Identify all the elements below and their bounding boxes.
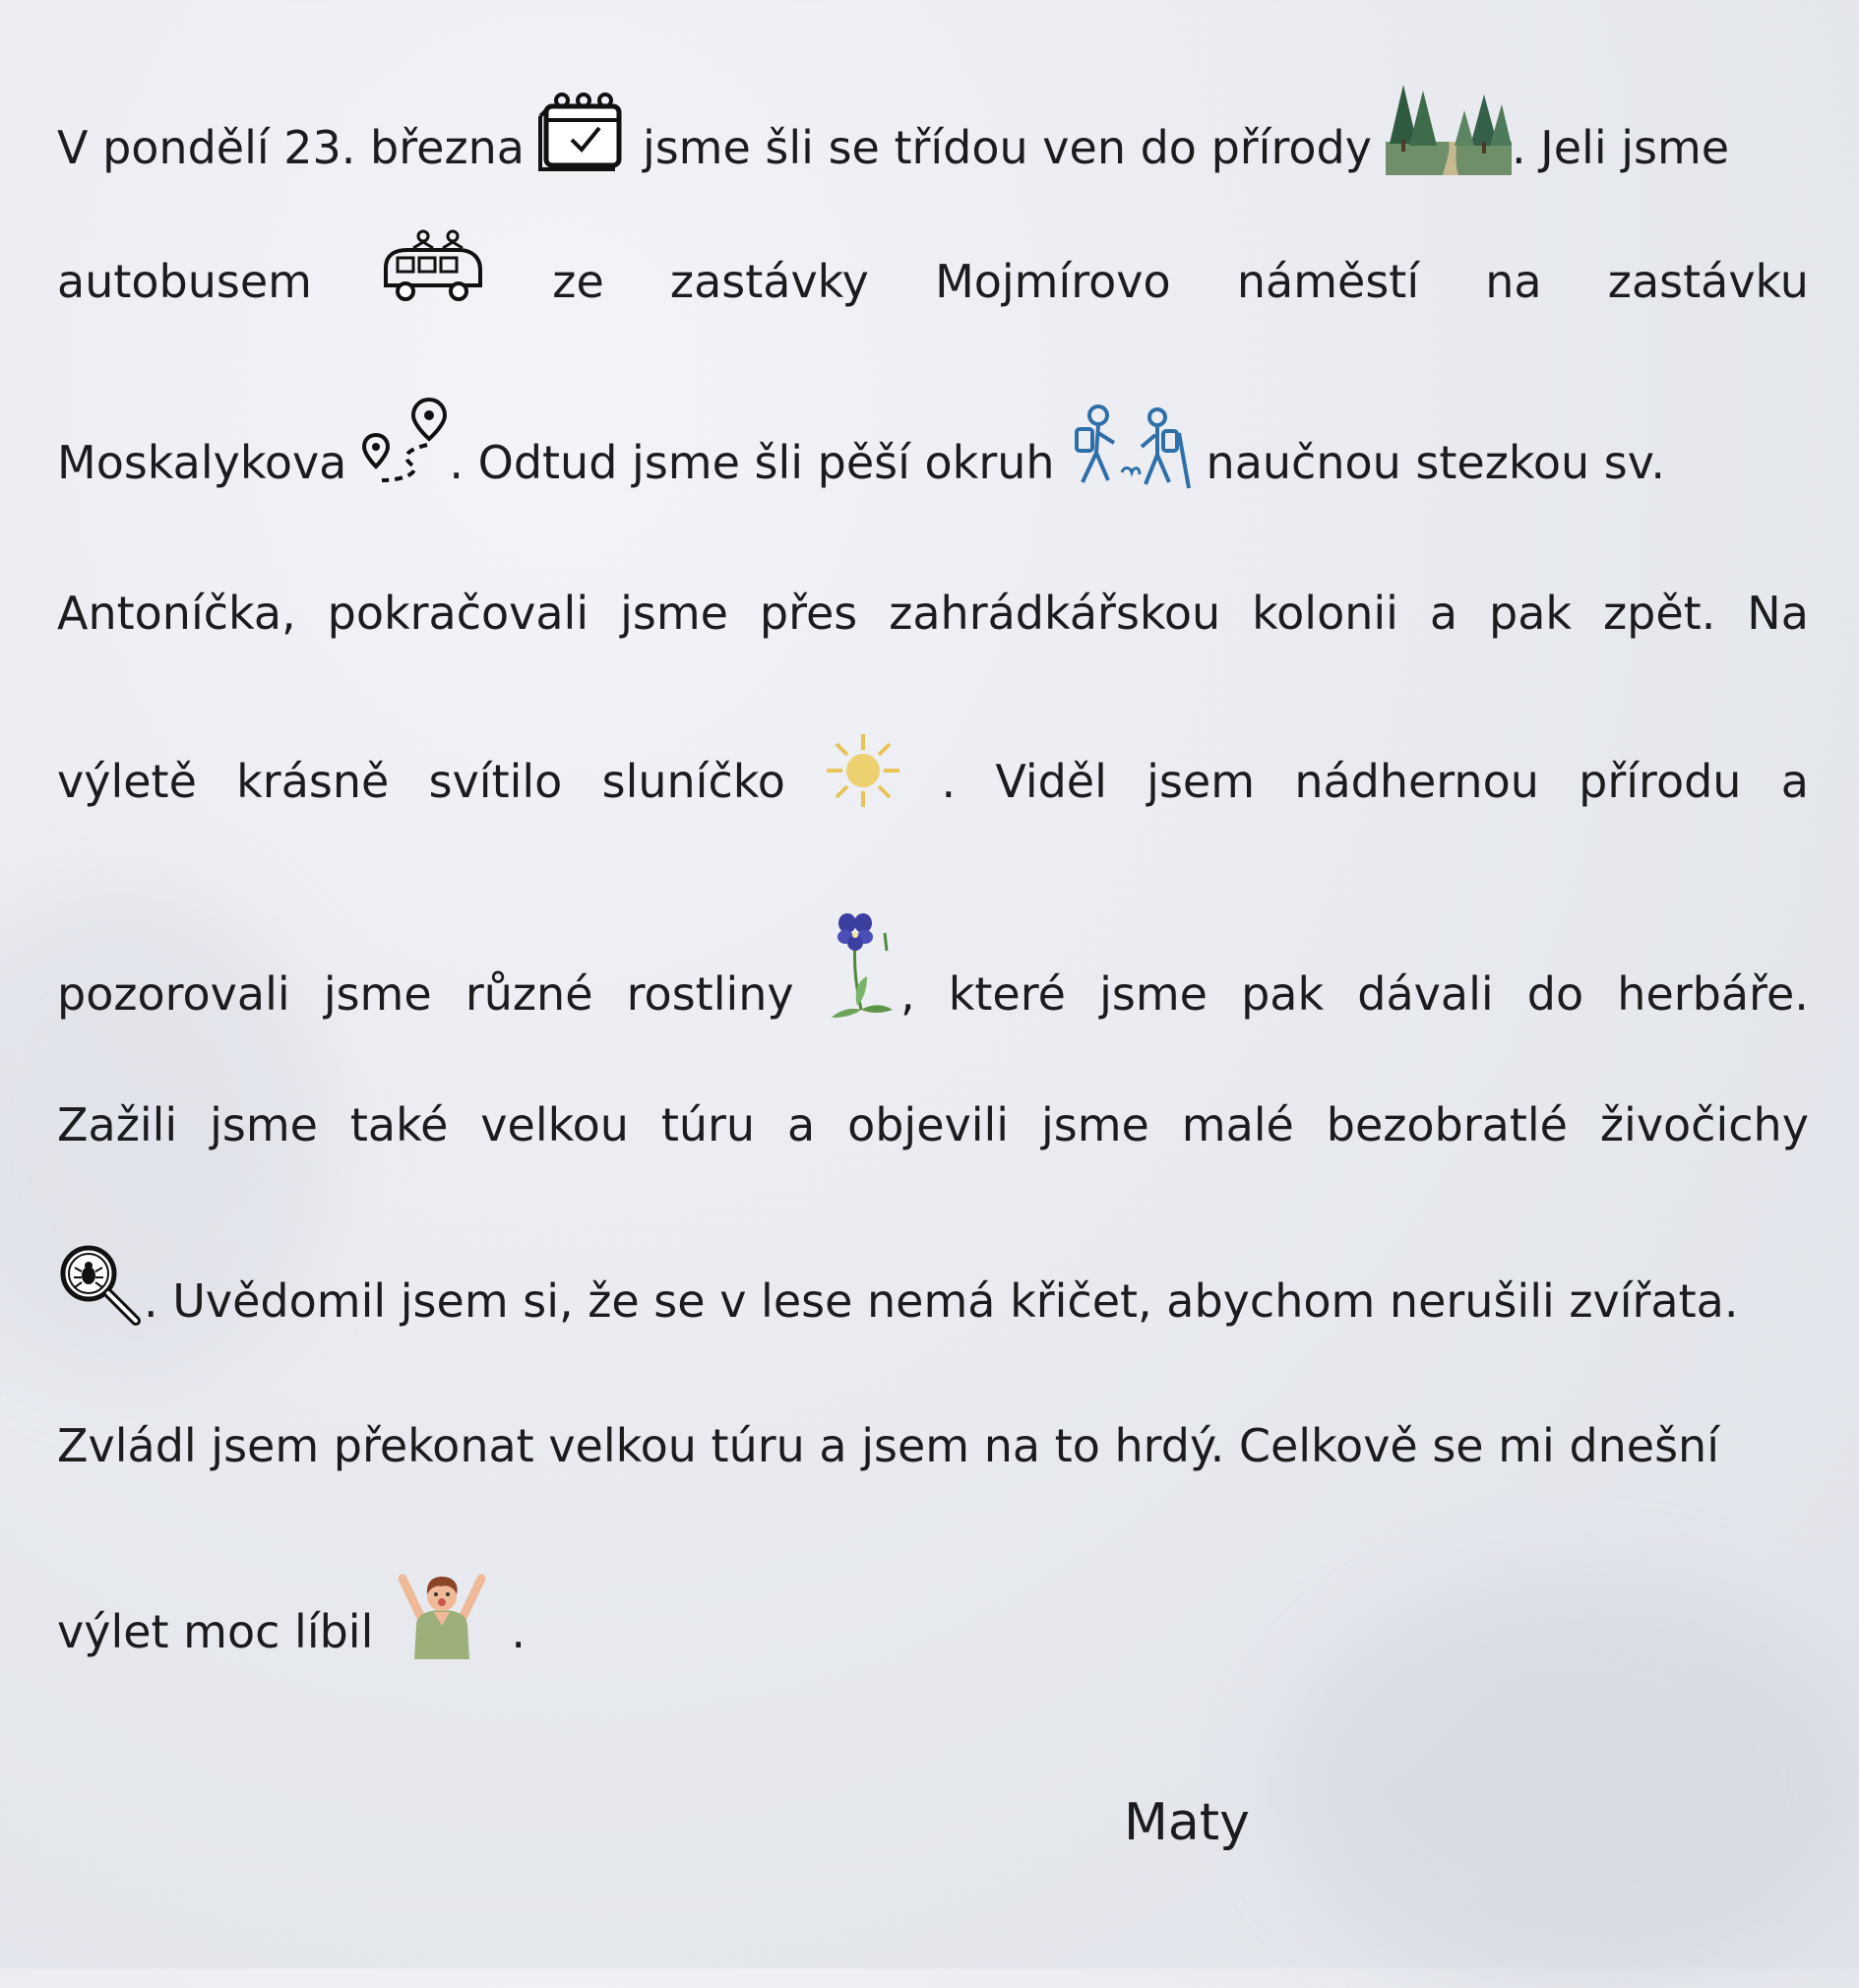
word: náměstí xyxy=(1236,254,1420,308)
bus-icon xyxy=(378,228,486,309)
word: , xyxy=(899,966,915,1021)
letter-line-9 xyxy=(57,1419,1809,1473)
violet-flower-icon xyxy=(828,911,897,1022)
letter-line-2 xyxy=(57,228,1809,309)
sun-icon xyxy=(825,732,901,809)
word: túru xyxy=(660,1098,756,1151)
word: pak xyxy=(1489,587,1573,640)
hikers-icon xyxy=(1069,404,1193,490)
word: výletě xyxy=(57,754,197,808)
word: jsem xyxy=(1146,754,1256,808)
text-segment: jsme šli se třídou ven do přírody xyxy=(642,120,1372,174)
text-segment: Moskalykova xyxy=(57,435,347,489)
word: pozorovali xyxy=(57,966,290,1021)
word: sluníčko xyxy=(601,754,785,808)
word: jsme xyxy=(210,1098,318,1151)
word: také xyxy=(349,1098,449,1151)
text-segment: V pondělí 23. března xyxy=(57,120,525,174)
letter-line-10 xyxy=(57,1571,1809,1659)
letter-line-3 xyxy=(57,396,1809,490)
happy-child-icon xyxy=(395,1571,489,1659)
word: Viděl xyxy=(995,754,1107,808)
letter-line-8 xyxy=(57,1242,1809,1329)
text-segment: . Uvědomil jsem si, že se v lese nemá křičet, abychom nerušili zvířata. xyxy=(144,1274,1739,1328)
word: rostliny xyxy=(626,966,794,1021)
word: . xyxy=(941,754,957,808)
text-segment: . Odtud jsme šli pěší okruh xyxy=(449,435,1055,489)
letter-line-4 xyxy=(57,587,1809,641)
word: velkou xyxy=(480,1098,629,1151)
word: pak xyxy=(1241,966,1325,1021)
text-segment: Zvládl jsem překonat velkou túru a jsem na to hrdý. Celkově se mi dnešní xyxy=(57,1419,1719,1472)
word: živočichy xyxy=(1599,1098,1809,1151)
word: Mojmírovo xyxy=(935,254,1171,308)
word: dávali xyxy=(1357,966,1494,1021)
word: Antoníčka, xyxy=(57,587,296,640)
text-segment: výlet moc líbil xyxy=(57,1604,374,1658)
word: krásně xyxy=(236,754,390,808)
word: kolonii xyxy=(1252,587,1398,640)
word: ze xyxy=(552,254,604,308)
word: Zažili xyxy=(57,1098,178,1151)
calendar-icon xyxy=(538,91,629,175)
word: přes xyxy=(759,587,858,640)
text-segment: . Jeli jsme xyxy=(1511,120,1730,174)
text-segment: . xyxy=(511,1604,526,1658)
route-pin-icon xyxy=(360,396,449,490)
word: do xyxy=(1526,966,1584,1021)
word: autobusem xyxy=(57,254,312,308)
word: na xyxy=(1485,254,1542,308)
word: malé xyxy=(1181,1098,1294,1151)
word: jsme xyxy=(323,966,432,1021)
word: svítilo xyxy=(428,754,563,808)
word: nádhernou xyxy=(1294,754,1539,808)
text-segment: naučnou stezkou sv. xyxy=(1206,435,1666,489)
word: a xyxy=(786,1098,816,1151)
letter-line-5 xyxy=(57,732,1809,809)
word: Na xyxy=(1747,587,1809,640)
word: bezobratlé xyxy=(1326,1098,1568,1151)
word: jsme xyxy=(1041,1098,1149,1151)
word: které xyxy=(948,966,1066,1021)
word: zastávku xyxy=(1607,254,1809,308)
forest-icon xyxy=(1386,81,1512,175)
word: herbáře. xyxy=(1617,966,1809,1021)
word: jsme xyxy=(1099,966,1208,1021)
word: zpět. xyxy=(1603,587,1716,640)
letter-line-1 xyxy=(57,81,1809,175)
magnifier-bug-icon xyxy=(57,1242,144,1329)
letter-line-7 xyxy=(57,1098,1809,1152)
word: a xyxy=(1780,754,1809,808)
word: objevili xyxy=(847,1098,1010,1151)
word: zahrádkářskou xyxy=(889,587,1221,640)
letter-line-6 xyxy=(57,911,1809,1022)
word: jsme xyxy=(620,587,728,640)
word: zastávky xyxy=(669,254,869,308)
word: a xyxy=(1429,587,1458,640)
signature: Maty xyxy=(1124,1793,1250,1852)
word: přírodu xyxy=(1579,754,1742,808)
word: pokračovali xyxy=(327,587,589,640)
word: různé xyxy=(465,966,593,1021)
